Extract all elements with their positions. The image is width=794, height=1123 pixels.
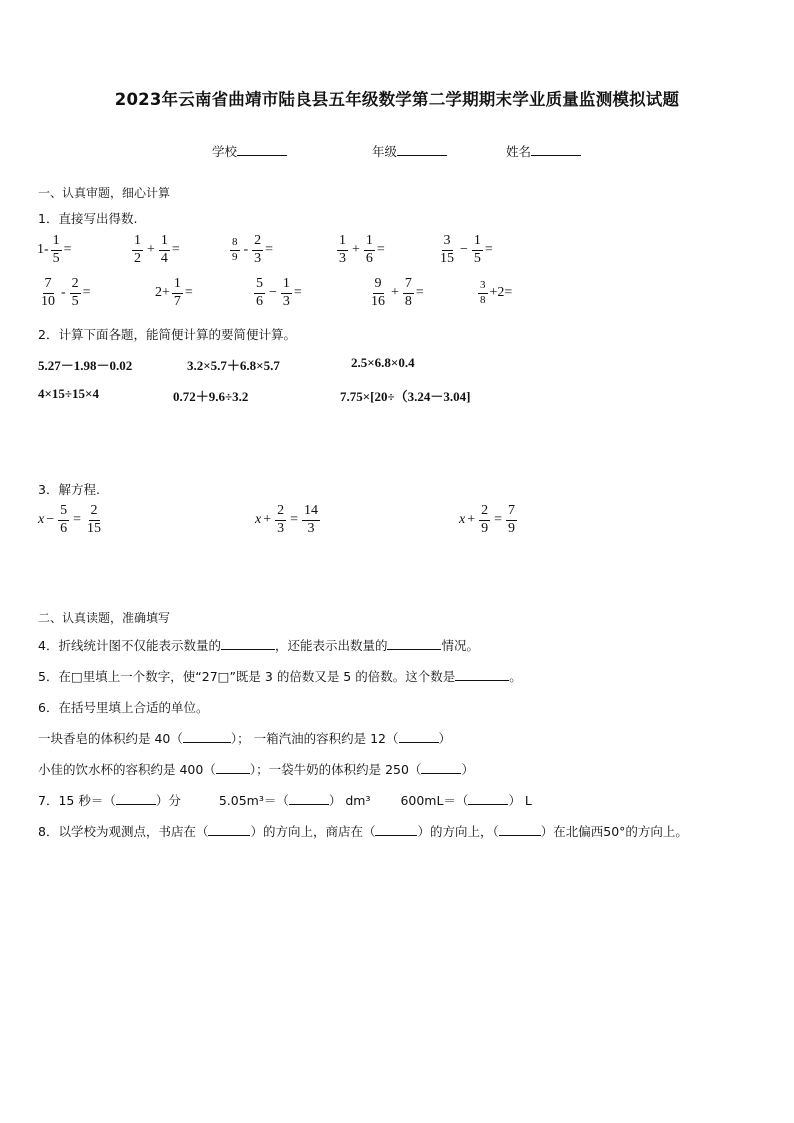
q1-r1-item4-op: + (352, 242, 360, 258)
q1-r2-item2-eq: = (184, 285, 193, 301)
q8-text-a: 8．以学校为观测点，书店在（ (38, 824, 209, 839)
q6-l1-blank-1[interactable] (183, 730, 231, 743)
q1-r1-item2 (130, 234, 180, 266)
q4-text-a: 4．折线统计图不仅能表示数量的 (38, 638, 221, 653)
q1-r2-item4-b-num: 7 (403, 277, 414, 294)
q1-r1-item3-a-den: 9 (232, 250, 238, 263)
q7-blank-3[interactable] (468, 792, 508, 805)
name-label: 姓名 (506, 144, 532, 159)
q6-l2-text-a: 小佳的饮水杯的容积约是 400（ (38, 762, 216, 777)
page-title: 2023年云南省曲靖市陆良县五年级数学第二学期期末学业质量监测模拟试题 (114, 90, 680, 109)
q1-r2-item4-eq: = (415, 285, 424, 301)
q1-r2-item3-b-num: 1 (281, 277, 292, 294)
q6-line2 (38, 760, 474, 778)
q3-eq1-op: − (46, 512, 55, 528)
q1-r1-item1 (37, 234, 72, 266)
q1-r2-item5-den: 8 (480, 293, 486, 306)
q1-r1-item5-a-num: 3 (442, 234, 453, 251)
q3-eq2-x: x (255, 512, 262, 528)
q1-r2-item1-b-den: 5 (71, 293, 79, 309)
q7-blank-1[interactable] (116, 792, 156, 805)
school-field (212, 142, 287, 160)
q7-blank-2[interactable] (289, 792, 329, 805)
q1-r1-item2-b-num: 1 (159, 234, 170, 251)
q3-label: 3．解方程. (38, 482, 100, 497)
q1-r1-item4-a-num: 1 (337, 234, 348, 251)
q1-r1-item4-a-den: 3 (339, 250, 346, 266)
q5 (38, 667, 522, 685)
q3-eq1-a-num: 5 (58, 504, 69, 521)
q3-eq1-b-num: 2 (89, 504, 100, 521)
q3-eq2-b-num: 14 (302, 504, 320, 521)
q1-r1-item5-a-den: 15 (440, 250, 454, 266)
q2-item3: 2.5×6.8×0.4 (351, 355, 415, 370)
name-blank[interactable] (531, 143, 581, 156)
q4-text-b: ，还能表示出数量的 (274, 638, 388, 653)
q3-eq2-a-den: 3 (277, 520, 285, 536)
q1-r2-item1-eq: = (82, 285, 91, 301)
q3-eq3-a-den: 9 (481, 520, 489, 536)
q7-text-f: ） L (508, 793, 532, 808)
q8-blank-3[interactable] (499, 823, 541, 836)
q1-r1-item5-eq: = (484, 242, 493, 258)
q8-text-c: ）的方向上，（ (417, 824, 499, 839)
q1-r2-item4-op: + (391, 285, 399, 301)
grade-label: 年级 (372, 144, 398, 159)
q7-text-c: 5.05m³＝（ (218, 793, 289, 808)
q8-blank-2[interactable] (375, 823, 417, 836)
q1-r2-item3 (252, 277, 302, 309)
q6-l1-blank-2[interactable] (399, 730, 439, 743)
q6-l2-blank-1[interactable] (216, 761, 250, 774)
section1-heading: 一、认真审题，细心计算 (38, 186, 171, 200)
q1-r1-item3-b-den: 3 (254, 250, 262, 266)
q1-r2-item5-num: 3 (478, 280, 488, 294)
q1-r1-item5-b-num: 1 (472, 234, 483, 251)
q1-r1-item3-op: - (243, 242, 249, 258)
q1-r1-item2-b-den: 4 (160, 250, 168, 266)
q2-item6: 7.75×[20÷（3.24－3.04] (340, 389, 471, 404)
q4 (38, 636, 479, 654)
q6-l2-text-b: ）；一袋牛奶的体积约是 250（ (249, 762, 422, 777)
q1-r2-item2-num: 1 (172, 277, 183, 294)
q3-eq2-op: + (263, 512, 272, 528)
q6-l1-text-b: ）； 一箱汽油的容积约是 12（ (230, 731, 399, 746)
q1-r2-item2 (155, 277, 193, 309)
q1-r1-item1-num: 1 (51, 234, 62, 251)
q8-text-d: ）在北偏西50°的方向上。 (540, 824, 688, 839)
q1-r1-item5 (436, 234, 493, 266)
q2-item1: 5.27－1.98－0.02 (38, 358, 133, 373)
q1-r2-item4-a-num: 9 (373, 277, 384, 294)
q1-r1-item5-op: − (460, 242, 468, 258)
q7-text-b: ）分 (155, 793, 181, 808)
q7-text-a: 7．15 秒＝（ (38, 793, 116, 808)
q1-r1-item2-eq: = (171, 242, 180, 258)
q5-text-a: 5．在□里填上一个数字，使“27□”既是 3 的倍数又是 5 的倍数。这个数是 (38, 669, 456, 684)
q8 (38, 822, 688, 840)
q1-r1-item2-a-den: 2 (134, 250, 141, 266)
q1-r2-item1 (37, 277, 91, 309)
q1-r2-item5 (476, 280, 512, 306)
q1-r2-item5-eq: +2= (489, 285, 513, 301)
q1-r2-item1-a-den: 10 (41, 293, 55, 309)
q8-text-b: ）的方向上，商店在（ (250, 824, 376, 839)
q7-text-d: ） dm³ (328, 793, 371, 808)
q1-r1-item1-pre: 1- (37, 242, 49, 258)
q3-eq2-b-den: 3 (307, 520, 315, 536)
q6-line1 (38, 729, 451, 747)
q1-r1-item4-b-den: 6 (365, 250, 373, 266)
q6-l2-text-c: ） (461, 762, 474, 777)
q1-r2-item4-b-den: 8 (404, 293, 412, 309)
q6-label: 6．在括号里填上合适的单位。 (38, 700, 209, 715)
q1-r2-item1-op: - (61, 285, 66, 301)
q3-eq1-a-den: 6 (60, 520, 68, 536)
q3-eq1-x: x (38, 512, 45, 528)
q2-label: 2．计算下面各题，能简便计算的要简便计算。 (38, 327, 296, 342)
q1-r2-item4-a-den: 16 (371, 293, 385, 309)
name-field (506, 142, 581, 160)
q8-blank-1[interactable] (208, 823, 250, 836)
q2-item2: 3.2×5.7＋6.8×5.7 (187, 358, 280, 373)
school-blank[interactable] (237, 143, 287, 156)
q1-r1-item3-a-num: 8 (230, 237, 240, 251)
q3-eq2-a-num: 2 (275, 504, 286, 521)
q2-item5: 0.72＋9.6÷3.2 (173, 389, 249, 404)
q1-r2-item3-eq: = (293, 285, 302, 301)
q5-blank[interactable] (455, 668, 509, 681)
q3-eq2-equals: = (290, 512, 299, 528)
q1-r1-item4-eq: = (376, 242, 385, 258)
q1-r1-item2-op: + (147, 242, 155, 258)
q1-r2-item1-b-num: 2 (70, 277, 81, 294)
q3-eq1-equals: = (73, 512, 82, 528)
q1-r2-item2-den: 7 (173, 293, 181, 309)
q7 (38, 791, 532, 809)
q1-label: 1．直接写出得数. (38, 211, 138, 226)
q2-item4: 4×15÷15×4 (38, 386, 99, 401)
q3-eq1 (38, 504, 105, 536)
q1-r1-item1-den: 5 (52, 250, 60, 266)
q1-r2-item1-a-num: 7 (43, 277, 54, 294)
q1-r2-item3-a-num: 5 (254, 277, 265, 294)
q1-r1-item3-b-num: 2 (252, 234, 263, 251)
q1-r1-item2-a-num: 1 (132, 234, 143, 251)
q1-r1-item3 (228, 234, 273, 266)
q1-r2-item2-pre: 2+ (155, 285, 170, 301)
q3-eq3-x: x (459, 512, 466, 528)
q1-r2-item4 (367, 277, 424, 309)
q1-r1-item1-eq: = (63, 242, 72, 258)
q1-r1-item4 (335, 234, 385, 266)
q4-blank-2[interactable] (387, 637, 441, 650)
q7-text-e: 600mL＝（ (400, 793, 469, 808)
q1-r2-item3-b-den: 3 (282, 293, 290, 309)
q5-text-c: 。 (509, 669, 522, 684)
school-label: 学校 (212, 144, 238, 159)
q4-text-c: 情况。 (441, 638, 479, 653)
q6-l1-text-a: 一块香皂的体积约是 40（ (38, 731, 183, 746)
q3-eq2 (255, 504, 322, 536)
q4-blank-1[interactable] (221, 637, 275, 650)
q1-r2-item3-op: − (269, 285, 277, 301)
q3-eq3-op: + (467, 512, 476, 528)
q1-r1-item3-eq: = (265, 242, 274, 258)
q3-eq1-b-den: 15 (87, 520, 102, 536)
section2-heading: 二、认真读题，准确填写 (38, 611, 171, 625)
q1-r1-item4-b-num: 1 (364, 234, 375, 251)
q1-r1-item5-b-den: 5 (473, 250, 481, 266)
grade-blank[interactable] (397, 143, 447, 156)
q6-l2-blank-2[interactable] (421, 761, 461, 774)
q3-eq3-a-num: 2 (479, 504, 490, 521)
q6-l1-text-c: ） (438, 731, 452, 746)
q3-eq3-b-den: 9 (508, 520, 516, 536)
q1-r2-item3-a-den: 6 (256, 293, 263, 309)
q3-eq3-b-num: 7 (506, 504, 517, 521)
q3-eq3 (459, 504, 519, 536)
grade-field (372, 142, 447, 160)
q3-eq3-equals: = (494, 512, 503, 528)
